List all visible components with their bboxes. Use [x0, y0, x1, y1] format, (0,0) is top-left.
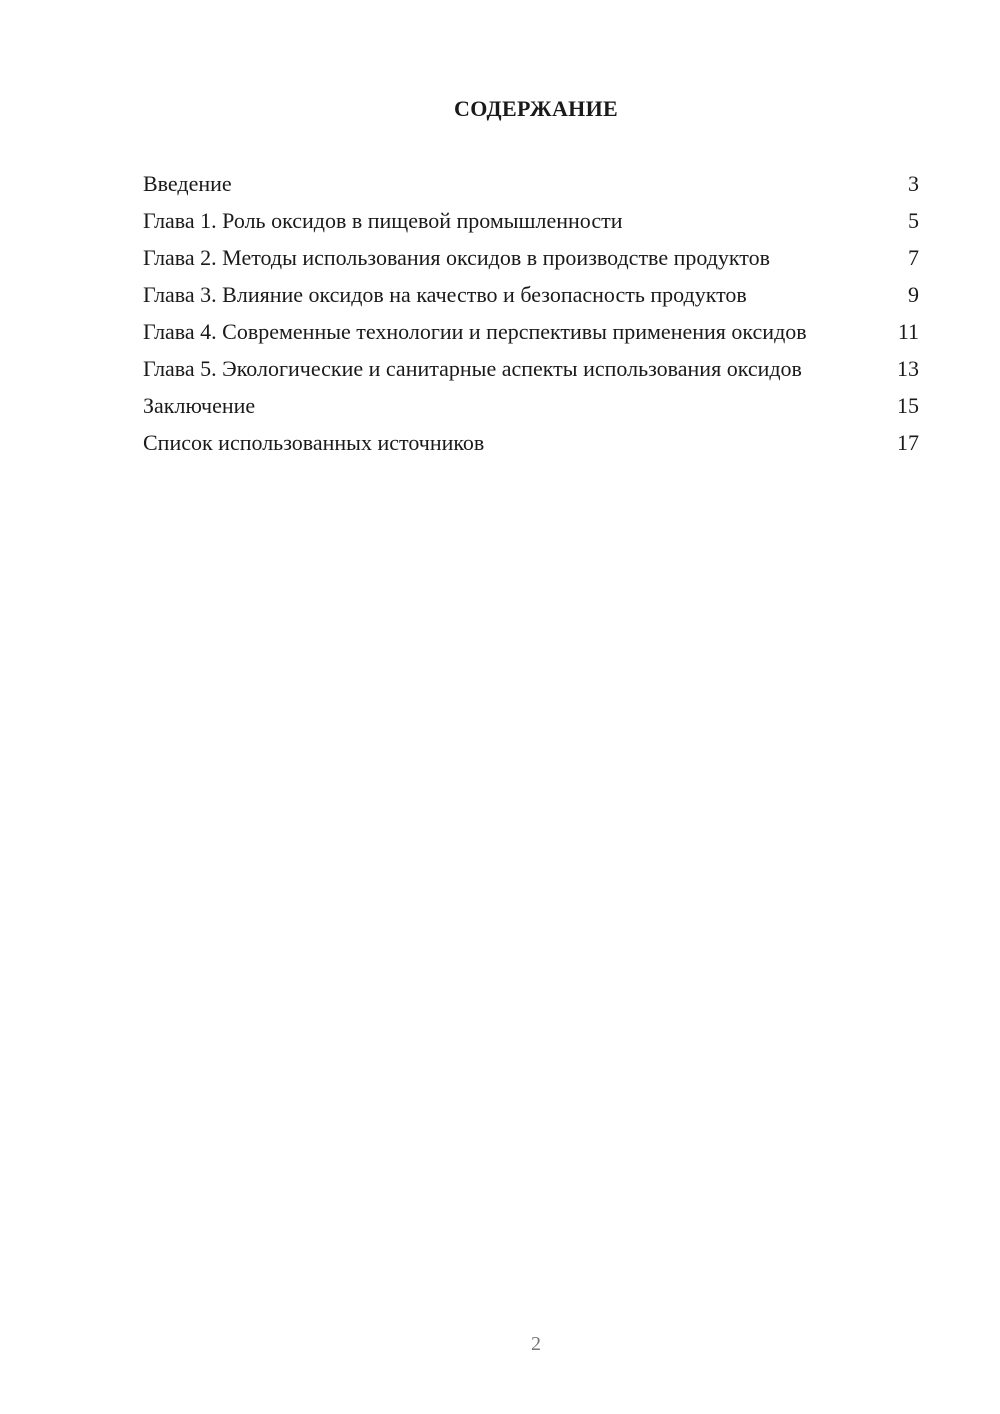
toc-entry-label: Список использованных источников	[143, 430, 485, 455]
toc-entry-chapter-2[interactable]	[143, 244, 919, 271]
table-of-contents	[143, 170, 919, 466]
toc-entry-page: 13	[897, 356, 919, 381]
toc-entry-chapter-1[interactable]	[143, 207, 919, 234]
page-title: СОДЕРЖАНИЕ	[454, 96, 618, 121]
toc-entry-label: Глава 1. Роль оксидов в пищевой промышленности	[143, 208, 623, 233]
toc-entry-chapter-4[interactable]	[143, 318, 919, 345]
toc-entry-page: 17	[897, 430, 919, 455]
toc-entry-introduction[interactable]	[143, 170, 919, 197]
toc-entry-page: 3	[908, 171, 919, 196]
page-number: 2	[531, 1333, 541, 1355]
toc-entry-conclusion[interactable]	[143, 392, 919, 419]
toc-entry-page: 7	[908, 245, 919, 270]
toc-entry-label: Глава 2. Методы использования оксидов в производстве продуктов	[143, 245, 771, 270]
toc-entry-chapter-5[interactable]	[143, 355, 919, 382]
toc-entry-label: Глава 3. Влияние оксидов на качество и безопасность продуктов	[143, 282, 747, 307]
toc-entry-page: 9	[908, 282, 919, 307]
toc-entry-label: Введение	[143, 171, 232, 196]
toc-entry-references[interactable]	[143, 429, 919, 456]
toc-entry-label: Глава 5. Экологические и санитарные аспекты использования оксидов	[143, 356, 802, 381]
toc-entry-chapter-3[interactable]	[143, 281, 919, 308]
toc-entry-page: 11	[897, 319, 919, 344]
toc-entry-page: 5	[908, 208, 919, 233]
toc-entry-label: Глава 4. Современные технологии и перспективы применения оксидов	[143, 319, 807, 344]
toc-entry-page: 15	[897, 393, 919, 418]
toc-entry-label: Заключение	[143, 393, 256, 418]
